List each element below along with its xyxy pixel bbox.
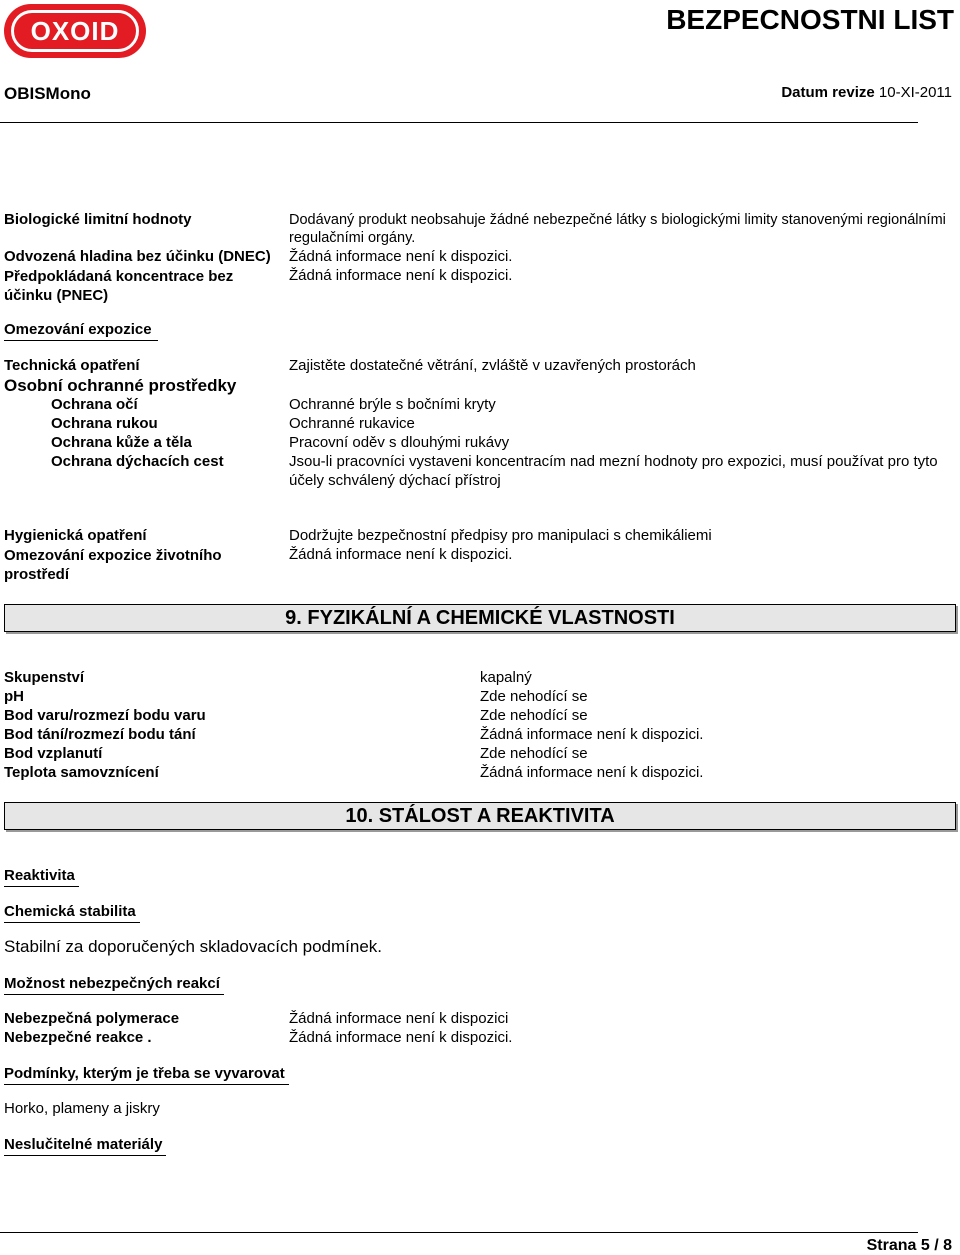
environmental-exposure-value: Žádná informace není k dispozici. xyxy=(289,546,513,563)
property-label: pH xyxy=(4,688,24,705)
header-divider xyxy=(0,122,918,123)
skin-protection-value: Pracovní oděv s dlouhými rukávy xyxy=(289,434,510,451)
respiratory-protection-value: Jsou-li pracovníci vystaveni koncentracím nad mezní hodnoty pro expozici, musí používat pro tyto účely schválený dýchací přístroj xyxy=(289,453,938,489)
property-value: Zde nehodící se xyxy=(480,688,588,705)
hazardous-polymerization-value: Žádná informace není k dispozici xyxy=(289,1010,509,1027)
page-number xyxy=(867,1237,952,1255)
hygiene-value: Dodržujte bezpečnostní předpisy pro manipulaci s chemikáliemi xyxy=(289,527,712,544)
hazardous-reactions-value: Žádná informace není k dispozici. xyxy=(289,1029,513,1046)
hazardous-reactions-heading: Možnost nebezpečných reakcí xyxy=(4,975,224,995)
chemical-stability-heading: Chemická stabilita xyxy=(4,903,140,923)
property-value: Žádná informace není k dispozici. xyxy=(480,764,704,781)
property-value: Zde nehodící se xyxy=(480,745,588,762)
section-9-heading: 9. FYZIKÁLNÍ A CHEMICKÉ VLASTNOSTI xyxy=(4,604,956,632)
oxoid-logo xyxy=(4,4,146,58)
hazardous-polymerization-label: Nebezpečná polymerace xyxy=(4,1010,180,1027)
eye-protection-value: Ochranné brýle s bočními kryty xyxy=(289,396,496,413)
pnec-value: Žádná informace není k dispozici. xyxy=(289,267,513,284)
environmental-exposure-label: Omezování expozice životního prostředí xyxy=(4,547,222,583)
ppe-heading: Osobní ochranné prostředky xyxy=(4,376,237,395)
section-10-heading: 10. STÁLOST A REAKTIVITA xyxy=(4,802,956,830)
logo-text: OXOID xyxy=(11,10,139,52)
property-value: kapalný xyxy=(480,669,532,686)
property-label: Bod tání/rozmezí bodu tání xyxy=(4,726,196,743)
skin-protection-label: Ochrana kůže a těla xyxy=(51,434,192,451)
product-name: OBISMono xyxy=(4,84,91,103)
hand-protection-label: Ochrana rukou xyxy=(51,415,158,432)
revision-info xyxy=(781,84,952,101)
dnec-value: Žádná informace není k dispozici. xyxy=(289,248,513,265)
incompatible-materials-heading: Neslučitelné materiály xyxy=(4,1136,166,1156)
bio-limits-label: Biologické limitní hodnoty xyxy=(4,211,192,228)
revision-label: Datum revize xyxy=(781,84,875,101)
document-title: BEZPECNOSTNI LIST xyxy=(666,4,954,35)
exposure-heading: Omezování expozice xyxy=(4,321,158,341)
hand-protection-value: Ochranné rukavice xyxy=(289,415,415,432)
property-label: Skupenství xyxy=(4,669,85,686)
chemical-stability-text: Stabilní za doporučených skladovacích podmínek. xyxy=(4,937,383,956)
dnec-label: Odvozená hladina bez účinku (DNEC) xyxy=(4,248,271,265)
technical-measures-label: Technická opatření xyxy=(4,357,140,374)
property-label: Teplota samovznícení xyxy=(4,764,159,781)
reactivity-heading: Reaktivita xyxy=(4,867,79,887)
property-label: Bod vzplanutí xyxy=(4,745,103,762)
bio-limits-value: Dodávaný produkt neobsahuje žádné nebezpečné látky s biologickými limity stanovenými regionálními regulačními orgány. xyxy=(289,212,946,246)
page-value: 5 / 8 xyxy=(920,1237,952,1254)
page-label: Strana xyxy=(866,1237,917,1254)
pnec-label: Předpokládaná koncentrace bez účinku (PNEC) xyxy=(4,268,234,304)
footer-divider xyxy=(0,1232,918,1233)
property-label: Bod varu/rozmezí bodu varu xyxy=(4,707,206,724)
respiratory-protection-label: Ochrana dýchacích cest xyxy=(51,453,224,470)
conditions-to-avoid-heading: Podmínky, kterým je třeba se vyvarovat xyxy=(4,1065,289,1085)
property-value: Zde nehodící se xyxy=(480,707,588,724)
hazardous-reactions-label: Nebezpečné reakce . xyxy=(4,1029,152,1046)
revision-date: 10-XI-2011 xyxy=(878,84,952,101)
eye-protection-label: Ochrana očí xyxy=(51,396,138,413)
hygiene-label: Hygienická opatření xyxy=(4,527,147,544)
conditions-to-avoid-text: Horko, plameny a jiskry xyxy=(4,1100,160,1117)
property-value: Žádná informace není k dispozici. xyxy=(480,726,704,743)
technical-measures-value: Zajistěte dostatečné větrání, zvláště v uzavřených prostorách xyxy=(289,357,696,374)
